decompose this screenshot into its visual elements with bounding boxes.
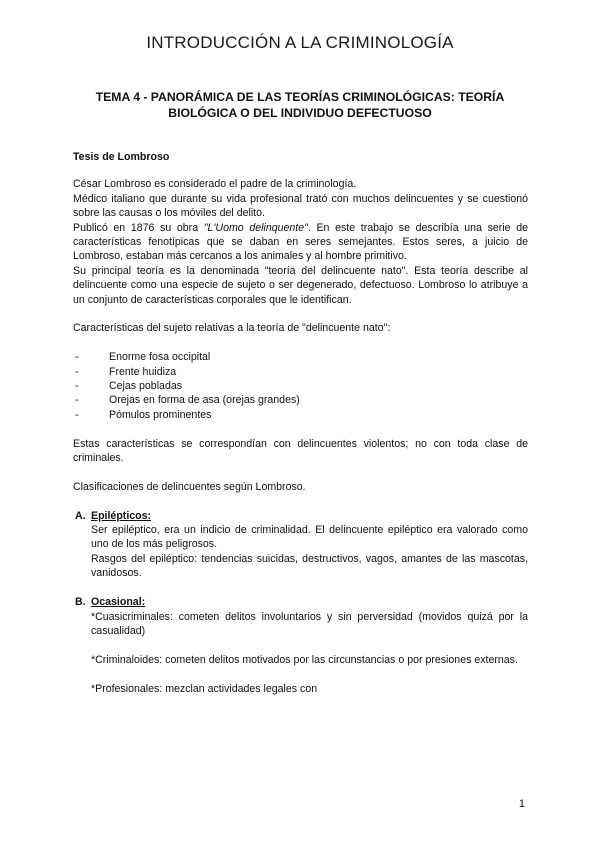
paragraph-medico: Médico italiano que durante su vida profesional trató con muchos delincuentes y se cuestionó sobre las causas o los móviles del delito. <box>73 192 528 220</box>
list-item: - Frente huidiza <box>73 365 528 379</box>
list-item: - Cejas pobladas <box>73 379 528 393</box>
classification-a-text-2: Rasgos del epiléptico: tendencias suicidas, destructivos, vagos, amantes de las mascotas, vanidosos. <box>91 552 528 580</box>
classification-b-letter: B. <box>75 596 86 609</box>
classifications-intro: Clasificaciones de delincuentes según Lombroso. <box>73 480 306 493</box>
title-line-1: TEMA 4 - PANORÁMICA DE LAS TEORÍAS CRIMINOLÓGICAS: TEORÍA <box>95 90 505 104</box>
paragraph-obra <box>73 221 528 264</box>
classification-a <box>73 509 528 581</box>
characteristics-list <box>73 350 528 422</box>
characteristics-intro: Características del sujeto relativas a la teoría de "delincuente nato": <box>73 322 391 335</box>
list-item: - Pómulos prominentes <box>73 408 528 422</box>
classification-b-title: Ocasional: <box>91 596 146 609</box>
paragraph-intro: César Lombroso es considerado el padre de la criminología. <box>73 178 357 191</box>
classification-a-title: Epilépticos: <box>91 509 152 522</box>
document-header: INTRODUCCIÓN A LA CRIMINOLOGÍA <box>146 33 454 52</box>
classification-b <box>73 595 528 696</box>
obra-text-before: Publicó en 1876 su obra <box>73 221 204 234</box>
violent-paragraph: Estas características se correspondían con delincuentes violentos; no con toda clase de criminales. <box>73 437 528 465</box>
title-line-2: BIOLÓGICA O DEL INDIVIDUO DEFECTUOSO <box>168 106 432 120</box>
document-title <box>80 89 520 121</box>
list-item: - Orejas en forma de asa (orejas grandes) <box>73 393 528 407</box>
classification-a-letter: A. <box>75 509 86 522</box>
obra-title: "L'Uomo delinquente" <box>203 221 308 234</box>
document-body <box>73 150 528 696</box>
classification-b-text-2: *Criminaloides: cometen delitos motivados por las circunstancias o por presiones externas. <box>91 653 518 666</box>
list-item: - Enorme fosa occipital <box>73 350 528 364</box>
obra-text-after: . En este trabajo se describía una serie de características fenotípicas que se daban en seres semejantes. Estos seres, a juicio de Lombroso, estaban más cercanos a los animales y al hombre primitivo. <box>73 221 528 263</box>
classification-b-text-1: *Cuasicriminales: cometen delitos involuntarios y sin perversidad (movidos quizá por la casualidad) <box>91 610 528 637</box>
classification-b-text-3: *Profesionales: mezclan actividades legales con <box>91 682 318 695</box>
classification-a-text-1: Ser epiléptico, era un indicio de criminalidad. El delincuente epiléptico era valorado como uno de los más peligrosos. <box>91 524 528 551</box>
section-heading: Tesis de Lombroso <box>73 151 170 163</box>
paragraph-teoria: Su principal teoría es la denominada "teoría del delincuente nato". Esta teoría describe al delincuente como una especie de sujeto o ser degenerado, defectuoso. Lombroso lo atribuye a un conjunto de características corporales que le identifican. <box>73 264 528 306</box>
page-number: 1 <box>518 798 525 810</box>
